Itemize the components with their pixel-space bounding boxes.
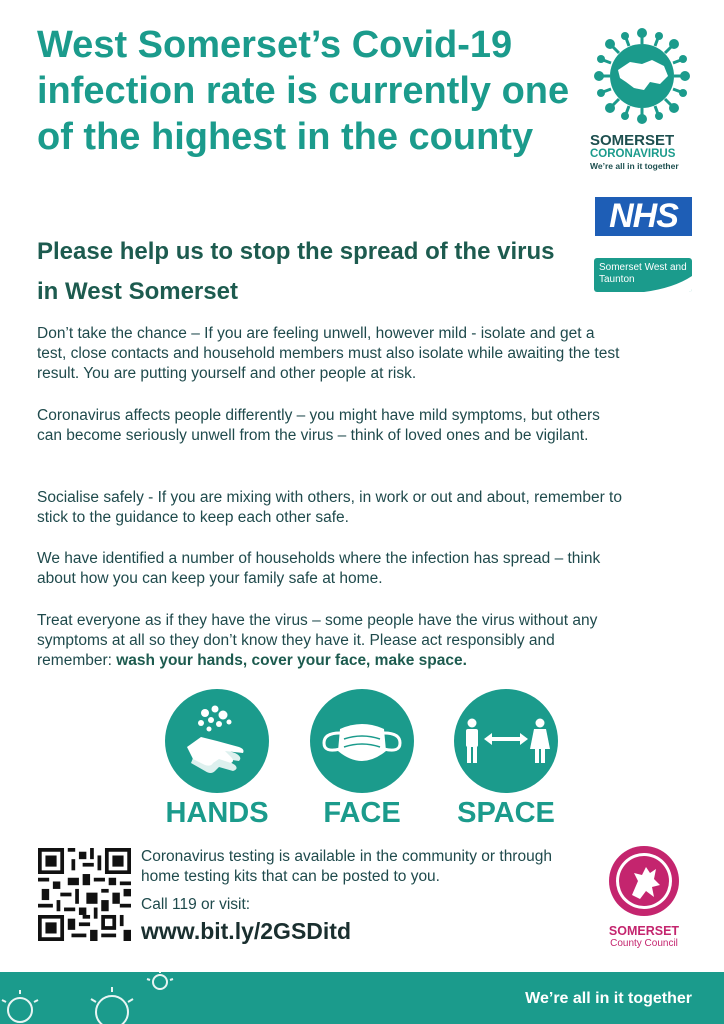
nhs-logo: NHS — [595, 197, 692, 236]
paragraph-unwell: Don’t take the chance – If you are feeling unwell, however mild - isolate and get a test, close contacts and household members must also isolate while awaiting the test result. You are putting yourself and other people at risk. — [37, 325, 620, 382]
virus-map-icon — [590, 26, 695, 126]
somerset-logo-name: SOMERSET — [590, 132, 675, 149]
dragon-crest-icon — [608, 845, 680, 917]
social-distance-icon — [454, 689, 558, 793]
council-logo-sub: County Council — [610, 938, 678, 949]
qr-code[interactable] — [38, 848, 131, 941]
somerset-logo-tagline: We’re all in it together — [590, 161, 679, 171]
somerset-logo-sub: CORONAVIRUS — [590, 148, 676, 160]
somerset-county-council-logo — [604, 845, 684, 950]
hands-face-space-reminder: wash your hands, cover your face, make space. — [116, 652, 467, 669]
swt-logo-text: Somerset West and Taunton — [599, 262, 687, 285]
testing-info: Coronavirus testing is available in the community or through home testing kits that can be posted to you. — [141, 848, 552, 885]
paragraph-treat-everyone-text: Treat everyone as if they have the virus – some people have the virus without any symptoms at all so they don’t know they have it. Please act responsibly and remember: — [37, 612, 598, 669]
paragraph-treat-everyone — [37, 611, 627, 671]
headline: West Somerset’s Covid-19 infection rate is currently one of the highest in the county — [37, 24, 570, 158]
subheading: Please help us to stop the spread of the virus in West Somerset — [37, 238, 555, 305]
face-label: FACE — [323, 797, 401, 829]
virus-decoration-icon — [0, 972, 200, 1024]
hands-washing-icon — [165, 689, 269, 793]
footer-tagline: We’re all in it together — [525, 990, 692, 1007]
paragraph-socialise-safely: Socialise safely - If you are mixing with others, in work or out and about, remember to stick to the guidance to keep each other safe. — [37, 489, 622, 526]
somerset-coronavirus-logo — [590, 26, 695, 172]
footer-banner — [0, 972, 724, 1024]
testing-url-link[interactable]: www.bit.ly/2GSDitd — [141, 918, 351, 944]
somerset-west-taunton-logo — [594, 258, 692, 292]
hands-label: HANDS — [165, 797, 269, 829]
paragraph-households: We have identified a number of households where the infection has spread – think about how you can keep your family safe at home. — [37, 550, 601, 587]
council-logo-name: SOMERSET — [608, 924, 680, 938]
paragraph-affects-differently: Coronavirus affects people differently – you might have mild symptoms, but others can become seriously unwell from the virus – think of loved ones and be vigilant. — [37, 407, 600, 444]
face-mask-icon — [310, 689, 414, 793]
call-119-text: Call 119 or visit: — [141, 896, 251, 913]
space-label: SPACE — [457, 797, 555, 829]
